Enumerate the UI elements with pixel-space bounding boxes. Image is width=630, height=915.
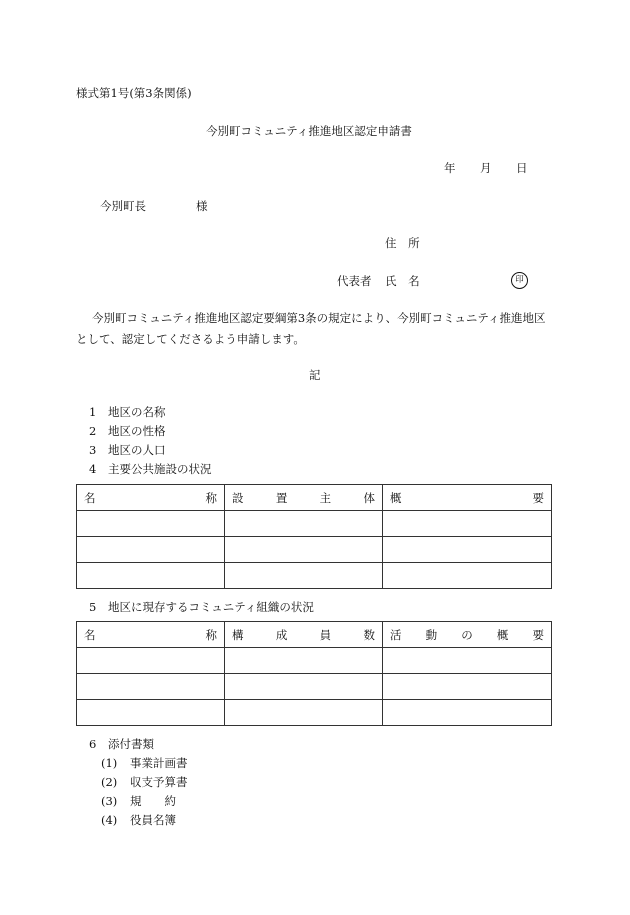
header-char: 置 — [275, 490, 288, 505]
table-cell[interactable] — [225, 563, 383, 589]
table-row — [77, 537, 552, 563]
attachment-number: (3) — [101, 794, 118, 808]
table-cell[interactable] — [383, 511, 552, 537]
attachment-label: 規 約 — [130, 794, 176, 808]
header-char: 数 — [363, 627, 375, 642]
address-label: 住 所 — [385, 236, 420, 250]
item-5: 5 地区に現存するコミュニティ組織の状況 — [89, 600, 314, 614]
table-cell[interactable] — [77, 648, 225, 674]
header-char: 名 — [84, 627, 96, 642]
form-label: 様式第1号(第3条関係) — [76, 86, 192, 100]
table-header-row — [77, 622, 552, 648]
addressee-name: 今別町長 — [100, 199, 146, 213]
header-char: 設 — [232, 490, 244, 505]
header-member-count — [225, 622, 383, 648]
header-char: 概 — [496, 627, 509, 642]
table-row — [77, 700, 552, 726]
attachment-number: (4) — [101, 813, 118, 827]
table-cell[interactable] — [383, 537, 552, 563]
addressee-honorific: 様 — [196, 199, 208, 213]
table-header-row — [77, 485, 552, 511]
header-char: 活 — [390, 627, 402, 642]
document-title: 今別町コミュニティ推進地区認定申請書 — [206, 124, 412, 138]
table-cell[interactable] — [383, 700, 552, 726]
date-day-label: 日 — [516, 161, 528, 175]
item-3: 3 地区の人口 — [89, 443, 166, 457]
header-founder — [225, 485, 383, 511]
item-6: 6 添付書類 — [89, 737, 154, 751]
table-cell[interactable] — [77, 700, 225, 726]
item-2: 2 地区の性格 — [89, 424, 166, 438]
table-cell[interactable] — [225, 537, 383, 563]
representative-label: 代表者 — [337, 274, 372, 288]
date-year-label: 年 — [444, 161, 456, 175]
attachment-label: 事業計画書 — [130, 756, 188, 770]
table-row — [77, 563, 552, 589]
attachment-number: (2) — [101, 775, 118, 789]
table-cell[interactable] — [225, 674, 383, 700]
application-body: 今別町コミュニティ推進地区認定要綱第3条の規定により、今別町コミュニティ推進地区として、認定してくださるよう申請します。 — [76, 311, 546, 346]
table-cell[interactable] — [77, 511, 225, 537]
header-char: 員 — [319, 627, 332, 642]
public-facilities-table — [76, 484, 552, 589]
table-row — [77, 511, 552, 537]
table-row — [77, 674, 552, 700]
header-char: 要 — [532, 627, 544, 642]
ki-label: 記 — [309, 368, 321, 382]
header-char: 要 — [532, 490, 544, 505]
table-cell[interactable] — [77, 563, 225, 589]
header-char: 成 — [275, 627, 288, 642]
community-org-table — [76, 621, 552, 726]
table-cell[interactable] — [383, 674, 552, 700]
attachment-label: 役員名簿 — [130, 813, 176, 827]
table-cell[interactable] — [225, 648, 383, 674]
header-char: の — [461, 627, 473, 642]
header-char: 概 — [390, 490, 402, 505]
header-char: 称 — [205, 627, 217, 642]
name-label: 氏 名 — [385, 274, 420, 288]
header-char: 構 — [232, 627, 244, 642]
table-cell[interactable] — [225, 511, 383, 537]
attachment-label: 収支予算書 — [130, 775, 188, 789]
seal-mark: 印 — [511, 272, 528, 289]
table-cell[interactable] — [77, 674, 225, 700]
header-summary — [383, 485, 552, 511]
attachment-number: (1) — [101, 756, 118, 770]
table-cell[interactable] — [225, 700, 383, 726]
table-row — [77, 648, 552, 674]
table-cell[interactable] — [77, 537, 225, 563]
table-cell[interactable] — [383, 648, 552, 674]
item-4: 4 主要公共施設の状況 — [89, 462, 212, 476]
header-char: 称 — [205, 490, 217, 505]
table-cell[interactable] — [383, 563, 552, 589]
header-char: 名 — [84, 490, 96, 505]
item-1: 1 地区の名称 — [89, 405, 166, 419]
header-name — [77, 622, 225, 648]
header-char: 動 — [425, 627, 438, 642]
header-char: 体 — [363, 490, 375, 505]
header-name — [77, 485, 225, 511]
header-char: 主 — [319, 490, 332, 505]
date-month-label: 月 — [480, 161, 492, 175]
header-activity-summary — [383, 622, 552, 648]
